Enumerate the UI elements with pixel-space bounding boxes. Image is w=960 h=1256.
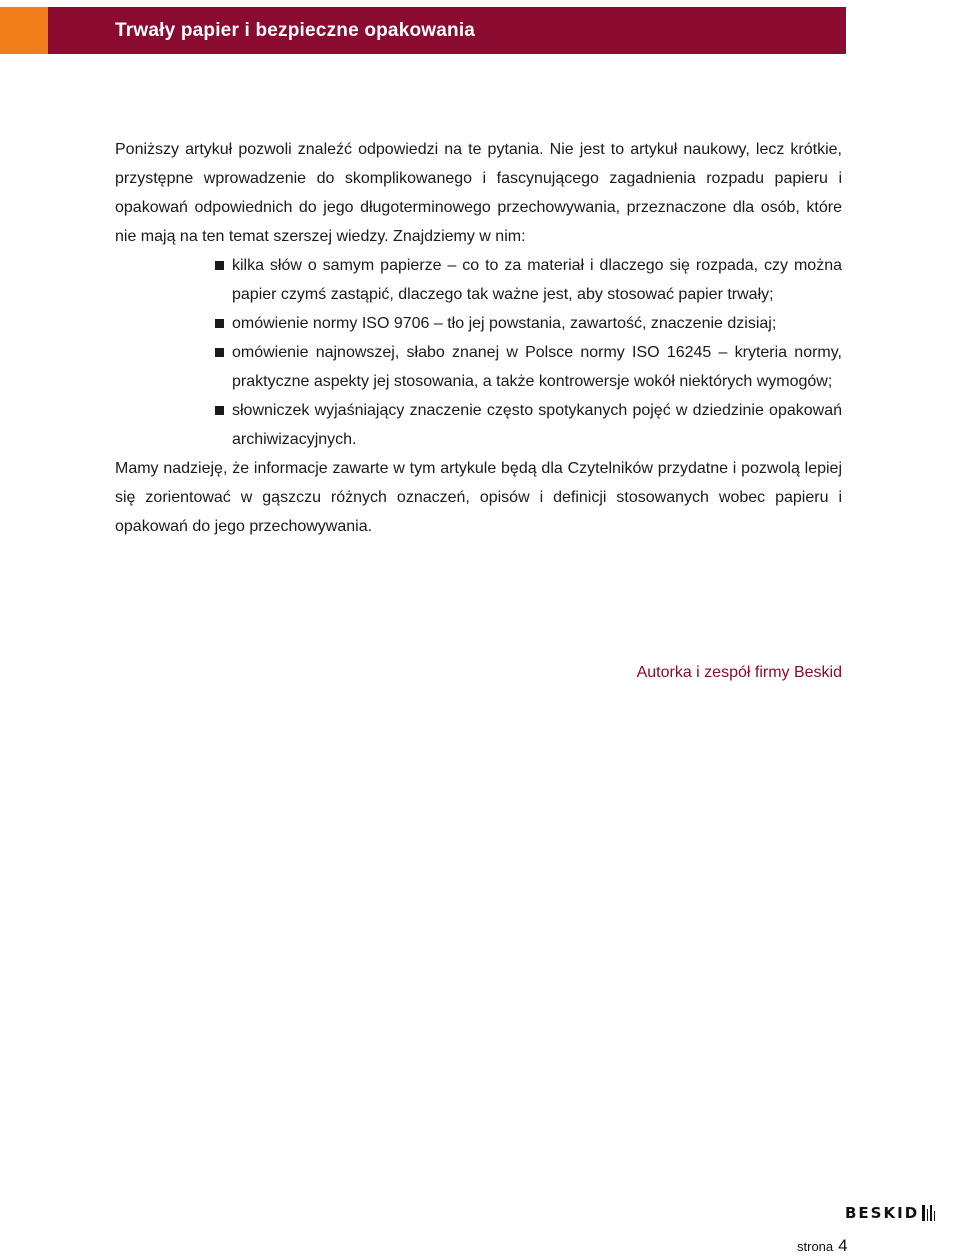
logo-text: BESKID <box>845 1204 920 1222</box>
list-item-text: kilka słów o samym papierze – co to za materiał i dlaczego się rozpada, czy można papier czymś zastąpić, dlaczego tak ważne jest, aby stosować papier trwały; <box>232 257 842 303</box>
square-bullet-icon <box>215 319 224 328</box>
square-bullet-icon <box>215 406 224 415</box>
intro-paragraph: Poniższy artykuł pozwoli znaleźć odpowiedzi na te pytania. Nie jest to artykuł naukowy, lecz krótkie, przystępne wprowadzenie do skomplikowanego i fascynującego zagadnienia rozpadu papieru i opakowań odpowiednich do jego długoterminowego przechowywania, przeznaczone dla osób, które nie mają na ten temat szerszej wiedzy. Znajdziemy w nim: <box>115 141 842 245</box>
barcode-icon <box>922 1205 937 1221</box>
page-label: strona <box>797 1239 834 1254</box>
page-number-value: 4 <box>838 1236 848 1255</box>
list-item <box>232 396 842 454</box>
closing-paragraph: Mamy nadzieję, że informacje zawarte w tym artykule będą dla Czytelników przydatne i pozwolą lepiej się zorientować w gąszczu różnych oznaczeń, opisów i definicji stosowanych wobec papieru i opakowań do jego przechowywania. <box>115 460 842 535</box>
list-item-text: omówienie normy ISO 9706 – tło jej powstania, zawartość, znaczenie dzisiaj; <box>232 315 777 332</box>
square-bullet-icon <box>215 261 224 270</box>
list-item <box>232 309 842 338</box>
beskid-logo <box>845 1204 937 1222</box>
list-item-text: słowniczek wyjaśniający znaczenie często spotykanych pojęć w dziedzinie opakowań archiwizacyjnych. <box>232 402 842 448</box>
header-accent <box>0 7 48 54</box>
list-item <box>232 251 842 309</box>
square-bullet-icon <box>215 348 224 357</box>
page-title: Trwały papier i bezpieczne opakowania <box>115 19 476 41</box>
article-body <box>115 135 842 541</box>
list-item-text: omówienie najnowszej, słabo znanej w Polsce normy ISO 16245 – kryteria normy, praktyczne aspekty jej stosowania, a także kontrowersje wokół niektórych wymogów; <box>232 344 842 390</box>
header-bar <box>48 7 846 54</box>
signature: Autorka i zespół firmy Beskid <box>636 664 842 681</box>
page-number <box>797 1236 848 1256</box>
list-item <box>232 338 842 396</box>
topics-list <box>115 251 842 454</box>
